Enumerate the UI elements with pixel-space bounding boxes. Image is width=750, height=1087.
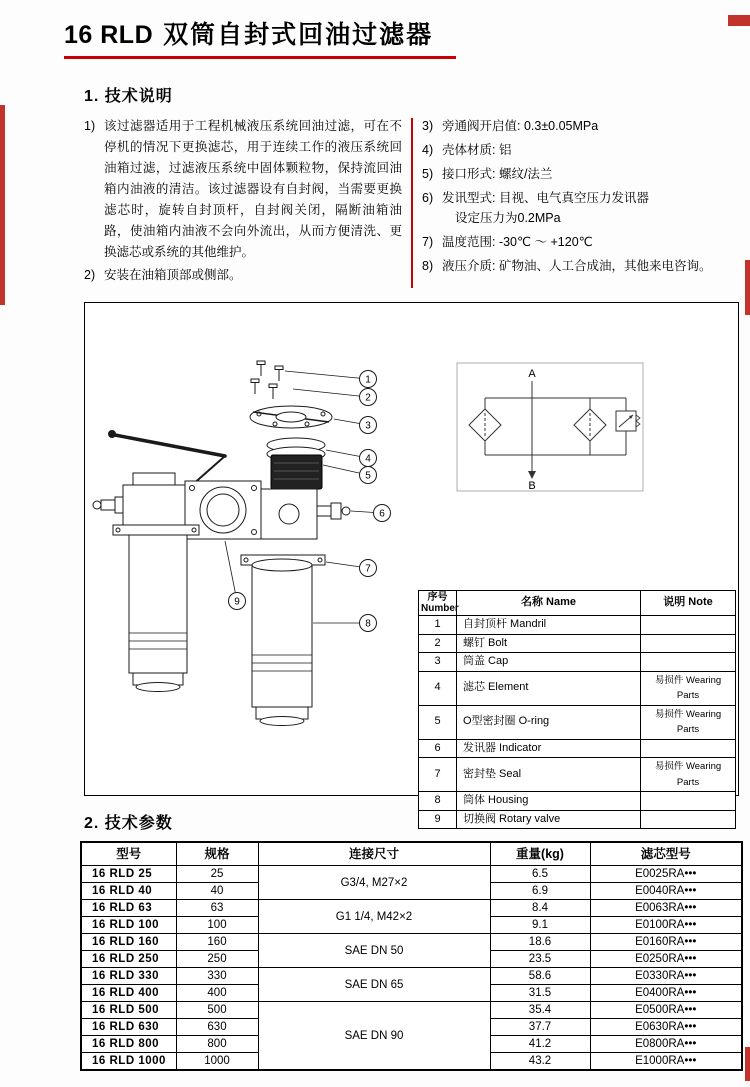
- note-text: 安装在油箱顶部或侧部。: [104, 268, 242, 282]
- bypass-valve-symbol: [616, 411, 640, 431]
- note-item-5: [422, 164, 739, 184]
- callout-9: [229, 593, 246, 610]
- page-header: [64, 15, 750, 59]
- connection-cell: SAE DN 65: [258, 968, 490, 1002]
- parts-header-name: 名称 Name: [457, 591, 641, 616]
- svg-text:4: 4: [365, 453, 371, 465]
- note-text: 接口形式: 螺纹/法兰: [442, 167, 553, 181]
- table-row: 16 RLD 500 500 SAE DN 90 35.4 E0500RA•••: [81, 1002, 742, 1019]
- flow-arrow: [528, 471, 536, 479]
- table-row: 16 RLD 630 630 37.7 E0630RA•••: [81, 1019, 742, 1036]
- table-row: 16 RLD 250 250 23.5 E0250RA•••: [81, 951, 742, 968]
- svg-text:6: 6: [379, 508, 385, 520]
- left-port-fitting-drawing: [93, 497, 123, 513]
- title-model-code: 16 RLD: [64, 21, 154, 49]
- datasheet-page: [0, 15, 750, 1087]
- header-connection: 连接尺寸: [258, 842, 490, 866]
- indicator-fitting-drawing: [317, 503, 350, 519]
- note-item-1: [84, 116, 402, 263]
- svg-text:7: 7: [365, 563, 371, 575]
- callout-7: [360, 560, 377, 577]
- notes-left-column: [84, 116, 402, 288]
- svg-text:3: 3: [365, 420, 371, 432]
- hydraulic-circuit-diagram: [457, 363, 643, 492]
- note-number: 7): [422, 235, 434, 249]
- table-row: 16 RLD 100 100 9.1 E0100RA•••: [81, 917, 742, 934]
- callout-1: [360, 371, 377, 388]
- technical-notes: [84, 116, 739, 288]
- connection-cell: G3/4, M27×2: [258, 866, 490, 900]
- section-technical-parameters: [84, 810, 750, 1071]
- circuit-port-b-label: B: [528, 480, 536, 492]
- bolt-screws-drawing: [251, 361, 283, 399]
- header-element-model: 滤芯型号: [590, 842, 742, 866]
- header-number-cn: 序号: [427, 592, 448, 603]
- parameters-table: [80, 841, 743, 1071]
- parts-row: 4 滤芯 Element 易损件 Wearing Parts: [419, 671, 736, 705]
- parameters-header-row: [81, 842, 742, 866]
- table-row: 16 RLD 160 160 SAE DN 50 18.6 E0160RA•••: [81, 934, 742, 951]
- note-item-7: [422, 232, 739, 252]
- header-model: 型号: [81, 842, 176, 866]
- notes-right-column: [422, 116, 739, 288]
- table-row: 16 RLD 400 400 31.5 E0400RA•••: [81, 985, 742, 1002]
- connection-cell: SAE DN 90: [258, 1002, 490, 1071]
- parts-row: 5 O型密封圈 O-ring 易损件 Wearing Parts: [419, 705, 736, 739]
- note-number: 3): [422, 119, 434, 133]
- red-column-divider: [411, 118, 413, 288]
- note-number: 4): [422, 143, 434, 157]
- note-text: 旁通阀开启值: 0.3±0.05MPa: [442, 119, 599, 133]
- parts-row: 3 筒盖 Cap: [419, 653, 736, 672]
- section2-heading: 2. 技术参数: [84, 815, 173, 832]
- note-text: 该过滤器适用于工程机械液压系统回油过滤，可在不停机的情况下更换滤芯，用于连续工作的液压系统回油箱过滤，过滤液压系统中固体颗粒物，保持流回油箱内油液的清洁。该过滤器设有自封阀，当需要更换滤芯时，旋转自封顶杆，自封阀关闭，隔断油箱油路，使油箱内油液不会向外流出，从而方便清洗、更换滤芯或系统的其他维护。: [104, 119, 402, 259]
- table-row: 16 RLD 1000 1000 43.2 E1000RA•••: [81, 1053, 742, 1071]
- note-item-6: [422, 188, 739, 228]
- callout-8: [360, 615, 377, 632]
- note-number: 1): [84, 119, 96, 133]
- parts-list-table: [418, 590, 736, 829]
- parts-row: 1 自封顶杆 Mandril: [419, 616, 736, 635]
- callout-6: [374, 505, 391, 522]
- filter-element-drawing: [271, 455, 322, 489]
- cap-drawing: [250, 406, 332, 428]
- table-row: 16 RLD 25 25 G3/4, M27×2 6.5 E0025RA•••: [81, 866, 742, 883]
- note-text: 温度范围: -30℃ ～ +120℃: [442, 235, 593, 249]
- note-item-3: [422, 116, 739, 136]
- parts-header-number: [419, 591, 457, 616]
- parts-header-row: [419, 591, 736, 616]
- parts-row: 8 筒体 Housing: [419, 792, 736, 811]
- connection-cell: G1 1/4, M42×2: [258, 900, 490, 934]
- page-edge-red-mark: [728, 15, 750, 26]
- parts-row: 6 发讯器 Indicator: [419, 739, 736, 758]
- note-number: 8): [422, 259, 434, 273]
- note-item-2: [84, 265, 402, 286]
- callout-2: [360, 389, 377, 406]
- svg-text:8: 8: [365, 618, 371, 630]
- callout-4: [360, 450, 377, 467]
- note-number: 2): [84, 268, 96, 282]
- callout-5: [360, 467, 377, 484]
- page-title: [64, 15, 750, 51]
- table-row: 16 RLD 40 40 6.9 E0040RA•••: [81, 883, 742, 900]
- header-number-en: Number: [421, 603, 459, 614]
- table-row: 16 RLD 800 800 41.2 E0800RA•••: [81, 1036, 742, 1053]
- note-number: 6): [422, 191, 434, 205]
- callout-3: [360, 417, 377, 434]
- note-item-8: [422, 256, 739, 276]
- svg-text:5: 5: [365, 470, 371, 482]
- title-red-rule: [64, 56, 456, 59]
- parts-row: 2 螺钉 Bolt: [419, 634, 736, 653]
- note-text: 液压介质: 矿物油、人工合成油，其他来电咨询。: [442, 259, 712, 273]
- valve-block-drawing: [185, 481, 317, 539]
- note-item-4: [422, 140, 739, 160]
- parts-header-note: 说明 Note: [641, 591, 736, 616]
- header-spec: 规格: [176, 842, 258, 866]
- note-text: 壳体材质: 铝: [442, 143, 512, 157]
- note-text-line2: 设定压力为0.2MPa: [455, 211, 561, 225]
- svg-text:1: 1: [365, 374, 371, 386]
- note-text-line1: 发讯型式: 目视、电气真空压力发讯器: [442, 191, 649, 205]
- note-number: 5): [422, 167, 434, 181]
- table-row: 16 RLD 330 330 SAE DN 65 58.6 E0330RA•••: [81, 968, 742, 985]
- filter-symbol-left: [469, 409, 501, 441]
- note-text: [442, 188, 739, 228]
- section-technical-description: [84, 83, 750, 288]
- parts-row: 7 密封垫 Seal 易损件 Wearing Parts: [419, 758, 736, 792]
- exploded-view: [93, 361, 391, 726]
- right-housing-drawing: [241, 555, 325, 726]
- svg-text:9: 9: [234, 596, 240, 608]
- svg-text:2: 2: [365, 392, 371, 404]
- header-weight: 重量(kg): [490, 842, 590, 866]
- page-edge-red-mark: [745, 260, 750, 315]
- page-edge-red-mark: [745, 1047, 750, 1081]
- section1-heading: 1. 技术说明: [84, 88, 173, 105]
- circuit-port-a-label: A: [528, 368, 536, 380]
- title-chinese: 双筒自封式回油过滤器: [163, 21, 434, 49]
- filter-symbol-right: [574, 409, 606, 441]
- connection-cell: SAE DN 50: [258, 934, 490, 968]
- parts-row: 9 切换阀 Rotary valve: [419, 810, 736, 829]
- table-row: 16 RLD 63 63 G1 1/4, M42×2 8.4 E0063RA•••: [81, 900, 742, 917]
- page-edge-red-mark: [0, 105, 5, 305]
